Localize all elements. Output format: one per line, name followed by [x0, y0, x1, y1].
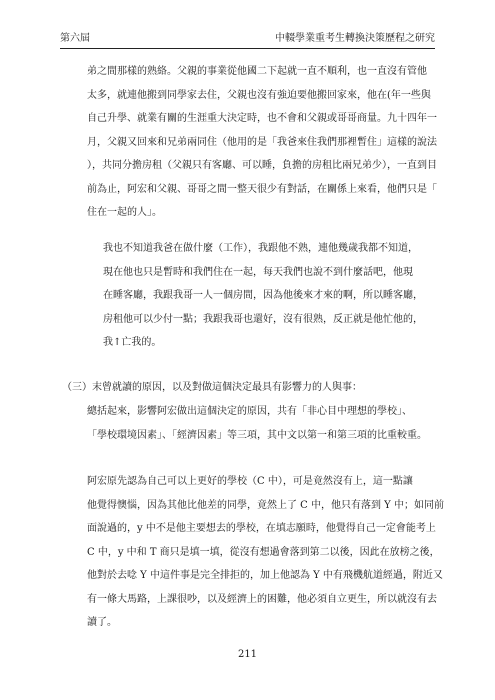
header-title: 中輟學業重考生轉換決策歷程之研究: [275, 33, 435, 44]
interview-quote: [103, 237, 423, 355]
text-line: 面說過的，y 中不是他主要想去的學校，在填志願時，他覺得自己一定會能考上: [87, 523, 436, 534]
running-header: [60, 30, 435, 46]
text-line: 前為止，阿宏和父親、哥哥之間一整天很少有對話，在關係上來看，他們只是「: [87, 183, 437, 195]
paragraph-family-relations: [87, 60, 435, 225]
text-line: C 中，y 中和 T 商只是填一填，從沒有想過會落到第二以後，因此在放榜之後，: [87, 546, 440, 558]
text-line: ），共同分擔房租（父親只有客廳、可以睡，負擔的房租比兩兄弟少），一直到目: [87, 160, 437, 171]
text-line: 弟之間那樣的熟絡。父親的事業從他國二下起就一直不順利，也一直沒有管他: [87, 66, 427, 77]
section-heading: [62, 376, 434, 400]
page-number: 211: [237, 649, 258, 660]
header-volume: 第六屆: [60, 33, 90, 44]
text-line: 他對於去唸 Y 中這件事是完全排拒的，加上他認為 Y 中有飛機航道經過，附近又: [87, 570, 443, 581]
text-line: 「學校環境因素」、「經濟因素」等三項，其中文以第一和第三項的比重較重。: [87, 429, 427, 441]
paragraph-school-reason: [87, 470, 444, 635]
paragraph-summary: [87, 400, 435, 447]
header-rule: [60, 48, 435, 49]
text-line: 太多，就連他搬到同學家去住，父親也沒有強迫要他搬回家來，他在(年一些與: [87, 89, 431, 101]
text-line: 自己升學、就業有關的生涯重大決定時，也不會和父親或哥哥商量。九十四年一: [87, 113, 437, 124]
section-heading-text: （三）末曾就讀的原因，以及對做這個決定最具有影響力的人與事：: [62, 382, 362, 393]
text-line: 他覺得懊惱，因為其他比他差的同學，竟然上了 C 中，他只有落到 Y 中；如同前: [87, 499, 444, 511]
text-line: 讀了。: [87, 617, 117, 628]
text-line: 有一條大馬路，上課很吵，以及經濟上的困難，他必須自立更生，所以就沒有去: [87, 593, 437, 605]
text-line: 總括起來，影響阿宏做出這個決定的原因，共有「非心目中理想的學校」、: [87, 406, 412, 417]
quote-line: 房租他可以少付一點；我跟我哥也還好，沒有很熟，反正就是他忙他的，: [103, 313, 423, 325]
quote-line: 現在他也只是暫時和我們住在一起，每天我們也說不到什麼話吧，他現: [103, 266, 413, 278]
text-line: 月，父親又回來和兄弟兩同住（他用的是「我爸來住我們那裡暫住」這樣的說法: [87, 136, 437, 148]
text-line: 阿宏原先認為自己可以上更好的學校（C 中），可是竟然沒有上，這一點讓: [87, 476, 413, 487]
text-line: 住在一起的人」。: [87, 207, 162, 218]
quote-line: 我也不知道我爸在做什麼（工作），我跟他不熟，連他幾歲我都不知道，: [103, 243, 418, 254]
quote-line: 在睡客廳，我跟我哥一人一個房間，因為他後來才來的啊，所以睡客廳，: [103, 290, 423, 302]
quote-line: 我↑亡我的。: [103, 337, 162, 349]
